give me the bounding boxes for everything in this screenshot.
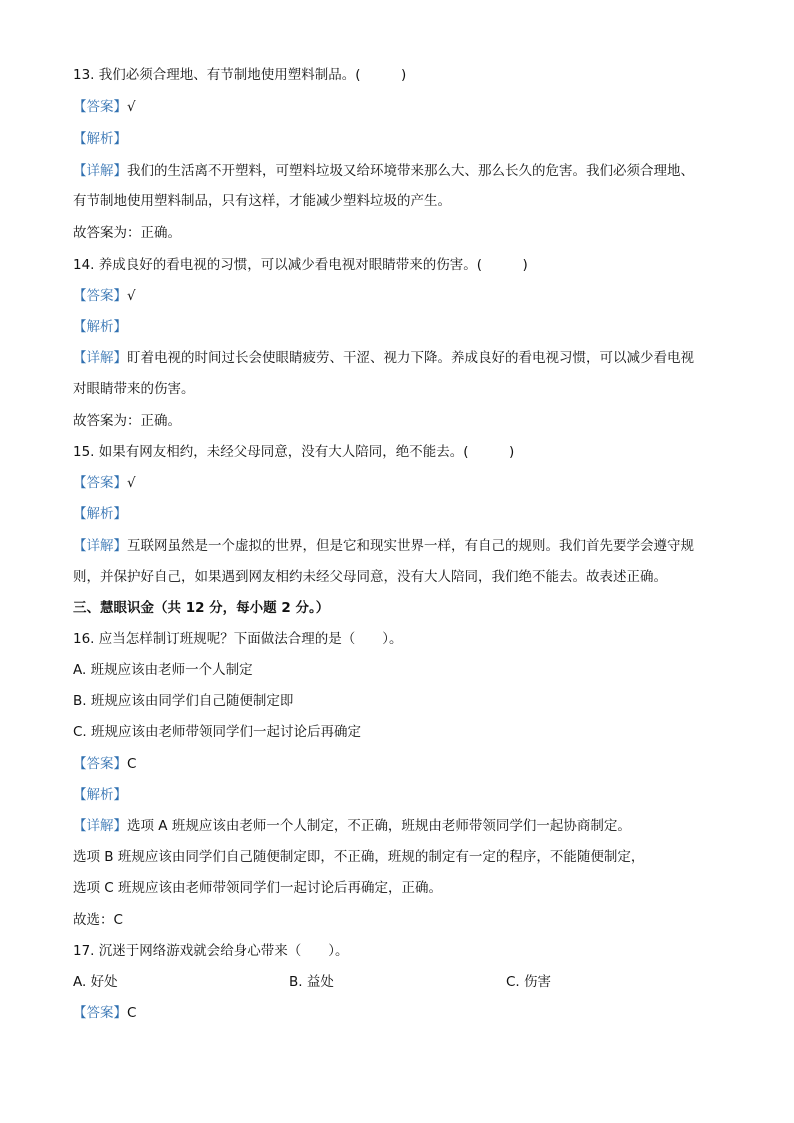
detail-text: 选项 A 班规应该由老师一个人制定，不正确，班规由老师带领同学们一起协商制定。 bbox=[127, 818, 631, 834]
answer-value: √ bbox=[127, 475, 136, 491]
q17-option-b: B. 益处 bbox=[289, 974, 334, 990]
detail-tag: 【详解】 bbox=[73, 538, 127, 554]
q14-detail-1 bbox=[73, 348, 694, 368]
detail-tag: 【详解】 bbox=[73, 163, 127, 179]
q15-analysis-tag: 【解析】 bbox=[73, 506, 127, 522]
q16-option-c: C. 班规应该由老师带领同学们一起讨论后再确定 bbox=[73, 724, 362, 740]
q17-option-a: A. 好处 bbox=[73, 974, 118, 990]
detail-text: 我们的生活离不开塑料，可塑料垃圾又给环境带来那么大、那么长久的危害。我们必须合理地、 bbox=[127, 163, 694, 179]
answer-tag: 【答案】 bbox=[73, 99, 127, 115]
answer-tag: 【答案】 bbox=[73, 475, 127, 491]
q17-answer bbox=[73, 1003, 136, 1023]
q16-question: 16. 应当怎样制订班规呢？下面做法合理的是（ ）。 bbox=[73, 631, 403, 647]
q16-detail-2: 选项 B 班规应该由同学们自己随便制定即，不正确，班规的制定有一定的程序，不能随便制定， bbox=[73, 849, 645, 865]
q16-detail-3: 选项 C 班规应该由老师带领同学们一起讨论后再确定，正确。 bbox=[73, 880, 443, 896]
detail-text: 互联网虽然是一个虚拟的世界，但是它和现实世界一样，有自己的规则。我们首先要学会遵守规 bbox=[127, 538, 694, 554]
detail-text: 盯着电视的时间过长会使眼睛疲劳、干涩、视力下降。养成良好的看电视习惯，可以减少看电视 bbox=[127, 350, 694, 366]
q16-option-b: B. 班规应该由同学们自己随便制定即 bbox=[73, 693, 294, 709]
answer-value: C bbox=[127, 1005, 137, 1021]
q13-conclusion: 故答案为：正确。 bbox=[73, 225, 181, 241]
q16-analysis-tag: 【解析】 bbox=[73, 787, 127, 803]
answer-tag: 【答案】 bbox=[73, 288, 127, 304]
q13-detail-1 bbox=[73, 161, 694, 181]
q16-conclusion: 故选：C bbox=[73, 912, 123, 928]
q14-answer bbox=[73, 286, 136, 306]
answer-value: √ bbox=[127, 99, 136, 115]
q13-question: 13. 我们必须合理地、有节制地使用塑料制品。( ) bbox=[73, 67, 407, 83]
q14-analysis-tag: 【解析】 bbox=[73, 319, 127, 335]
q16-answer bbox=[73, 754, 136, 774]
detail-tag: 【详解】 bbox=[73, 350, 127, 366]
q13-answer bbox=[73, 97, 136, 117]
answer-tag: 【答案】 bbox=[73, 756, 127, 772]
detail-tag: 【详解】 bbox=[73, 818, 127, 834]
q14-conclusion: 故答案为：正确。 bbox=[73, 413, 181, 429]
q14-detail-2: 对眼睛带来的伤害。 bbox=[73, 381, 195, 397]
q15-question: 15. 如果有网友相约，未经父母同意，没有大人陪同，绝不能去。( ) bbox=[73, 444, 515, 460]
answer-tag: 【答案】 bbox=[73, 1005, 127, 1021]
q15-detail-1 bbox=[73, 536, 694, 556]
q15-answer bbox=[73, 473, 136, 493]
q16-detail-1 bbox=[73, 816, 631, 836]
q16-option-a: A. 班规应该由老师一个人制定 bbox=[73, 662, 253, 678]
q13-detail-2: 有节制地使用塑料制品，只有这样，才能减少塑料垃圾的产生。 bbox=[73, 193, 451, 209]
q13-analysis-tag: 【解析】 bbox=[73, 131, 127, 147]
q17-option-c: C. 伤害 bbox=[506, 974, 552, 990]
q14-question: 14. 养成良好的看电视的习惯，可以减少看电视对眼睛带来的伤害。( ) bbox=[73, 257, 528, 273]
q17-question: 17. 沉迷于网络游戏就会给身心带来（ ）。 bbox=[73, 943, 349, 959]
section-heading: 三、慧眼识金（共 12 分，每小题 2 分。） bbox=[73, 600, 330, 616]
q15-detail-2: 则，并保护好自己，如果遇到网友相约未经父母同意，没有大人陪同，我们绝不能去。故表述正确。 bbox=[73, 569, 667, 585]
answer-value: C bbox=[127, 756, 137, 772]
answer-value: √ bbox=[127, 288, 136, 304]
